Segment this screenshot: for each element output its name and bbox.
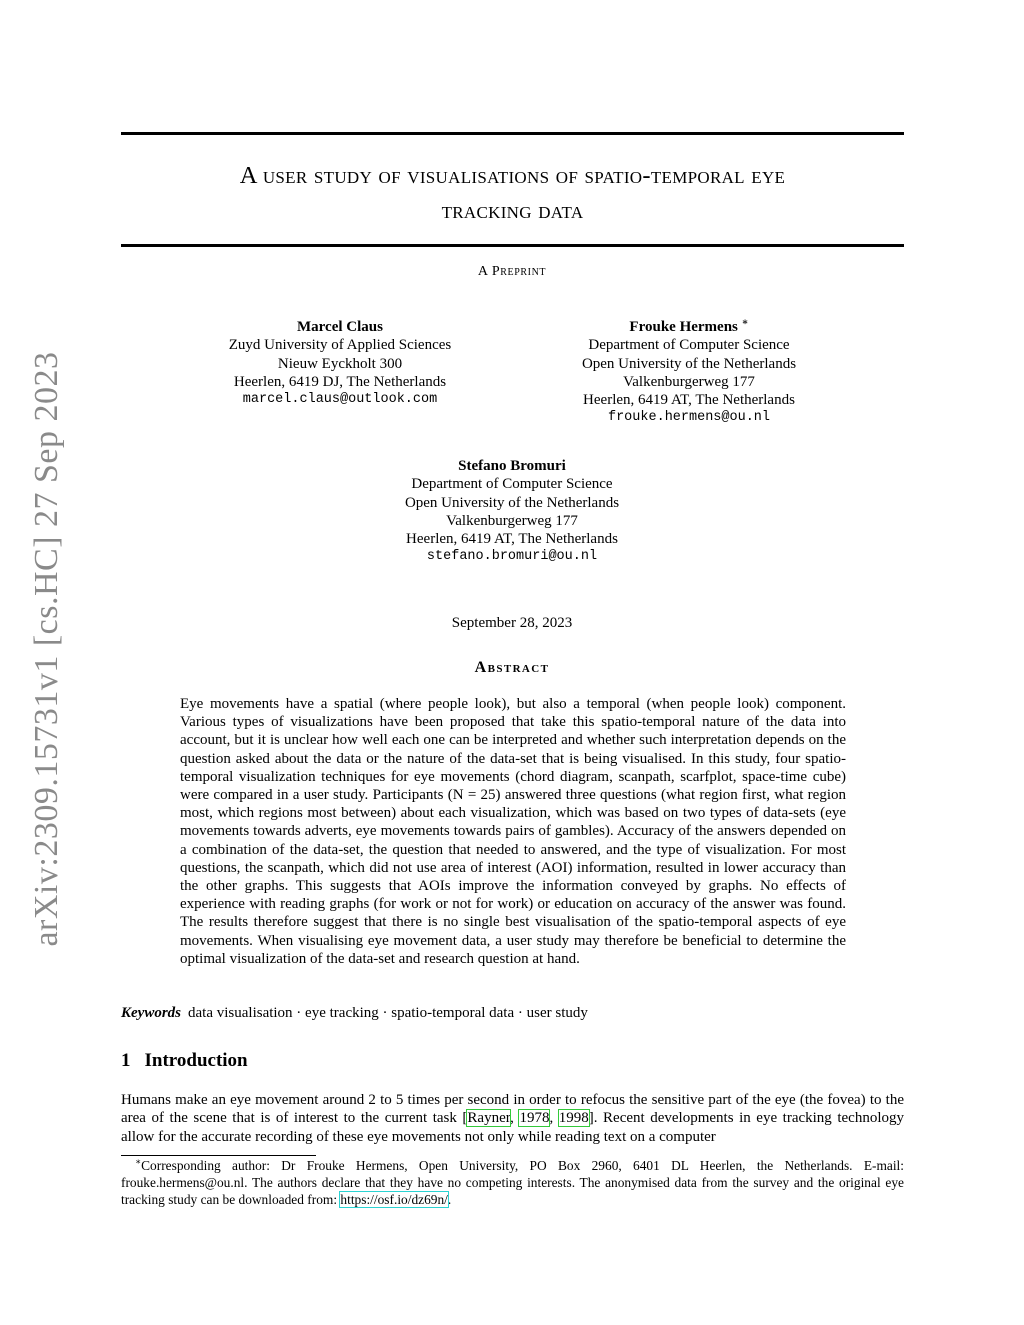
arxiv-identifier-stamp: arXiv:2309.15731v1 [cs.HC] 27 Sep 2023 [28, 351, 65, 947]
keywords-list: data visualisation · eye tracking · spatio-temporal data · user study [188, 1005, 588, 1021]
title-bottom-rule [121, 244, 904, 247]
citation-link-rayner[interactable]: Rayner [467, 1110, 511, 1127]
footnote: ∗Corresponding author: Dr Frouke Hermens, Open University, PO Box 2960, 6401 DL Heerlen, the Netherlands. E-mail: frouke.hermens@ou.nl. The authors declare that they have no competing interests. The anonymised data from the survey and the original eye tracking study can be downloaded from: https://osf.io/dz69n/. [121, 1156, 904, 1207]
introduction-paragraph: Humans make an eye movement around 2 to 5 times per second in order to refocus the sensitive part of the eye (the fovea) to the area of the scene that is of interest to the current task [Rayner, 1978, 1998]. Recent developments in eye tracking technology allow for the accurate recording of these eye movements not only while reading text on a computer [121, 1092, 904, 1145]
author-address: Heerlen, 6419 DJ, The Netherlands [233, 373, 447, 390]
author-address: Valkenburgerweg 177 [623, 373, 755, 390]
author-email: frouke.hermens@ou.nl [607, 410, 771, 426]
keywords-label: Keywords [121, 1005, 181, 1021]
author-block-1 [190, 318, 490, 409]
author-affiliation: Zuyd University of Applied Sciences [228, 337, 452, 354]
section-heading-introduction [121, 1050, 248, 1072]
author-department: Department of Computer Science [411, 476, 613, 493]
abstract-heading: Abstract [474, 659, 550, 676]
preprint-label: A Preprint [477, 264, 547, 279]
footnote-rule [121, 1155, 316, 1156]
paper-title [121, 158, 904, 228]
author-email: stefano.bromuri@ou.nl [426, 549, 598, 565]
citation-link-1998[interactable]: 1998 [558, 1110, 589, 1127]
section-number: 1 [121, 1050, 131, 1071]
author-affiliation: Open University of the Netherlands [404, 494, 620, 511]
data-download-link[interactable]: https://osf.io/dz69n/ [340, 1191, 448, 1207]
publication-date: September 28, 2023 [451, 615, 573, 631]
author-affiliation: Open University of the Netherlands [581, 355, 797, 372]
author-block-2 [539, 318, 839, 428]
author-address: Heerlen, 6419 AT, The Netherlands [406, 531, 618, 548]
title-line-2: tracking data [441, 197, 584, 224]
author-name: Marcel Claus [297, 319, 383, 335]
citation-link-1978[interactable]: 1978 [519, 1110, 550, 1127]
corresponding-author-marker: ∗ [741, 317, 749, 328]
author-department: Department of Computer Science [588, 337, 790, 354]
author-address: Nieuw Eyckholt 300 [277, 355, 403, 372]
author-address: Valkenburgerweg 177 [446, 512, 578, 529]
footnote-marker: ∗ [135, 1156, 142, 1167]
author-name: Stefano Bromuri [458, 458, 566, 474]
section-title: Introduction [144, 1050, 248, 1071]
title-line-1: A user study of visualisations of spatio-temporal eye [239, 162, 786, 189]
abstract-body: Eye movements have a spatial (where people look), but also a temporal (when people look) component. Various types of visualizations have been proposed that take this spatio-temporal nature of the data into account, but it is unclear how well each one can be interpreted and whether such interpretation depends on the question asked about the data or the nature of the data-set that is being visualised. In this study, four spatio-temporal visualization techniques for eye movements (chord diagram, scanpath, scarfplot, space-time cube) were compared in a user study. Participants (N = 25) answered three questions (what region first, what region most, which regions most between) about each visualization, which was based on two types of data-sets (eye movements towards adverts, eye movements towards pairs of gambles). Accuracy of the answers depended on a combination of the data-set, the question that needed to answered, and the type of visualization. For most questions, the scanpath, which did not use area of interest (AOI) information, resulted in lower accuracy than the other graphs. This suggests that AOIs improve the information conveyed by graphs. No effects of experience with reading graphs (for work or not for work) or education on accuracy of the answer was found. The results therefore suggest that there is no single best visualisation of the spatio-temporal aspects of eye movements. When visualising eye movement data, a user study may therefore be beneficial to determine the optimal visualization of the data-set and research question at hand. [180, 696, 846, 967]
author-name: Frouke Hermens ∗ [629, 317, 749, 335]
author-email: marcel.claus@outlook.com [242, 392, 438, 408]
author-block-3 [362, 457, 662, 567]
author-address: Heerlen, 6419 AT, The Netherlands [583, 392, 795, 409]
title-top-rule [121, 132, 904, 135]
keywords-line [121, 1005, 904, 1022]
